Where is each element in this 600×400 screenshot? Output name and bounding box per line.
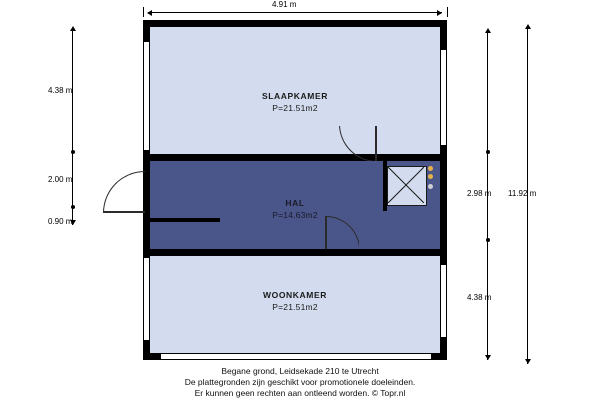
door-entry-leaf xyxy=(103,211,145,213)
room-hal-name: HAL xyxy=(285,198,305,208)
window-right-lower xyxy=(440,265,447,337)
left-dimension-label-2: 2.00 m xyxy=(48,175,73,184)
room-slaapkamer-area: P=21.51m2 xyxy=(272,103,318,113)
room-woonkamer-label xyxy=(150,289,440,313)
room-slaapkamer-name: SLAAPKAMER xyxy=(262,91,328,101)
hal-stub-bar xyxy=(143,218,220,222)
window-bottom xyxy=(161,353,431,360)
right-inner-label-2: 4.38 m xyxy=(467,293,492,302)
left-dim-arrow-top xyxy=(70,26,76,31)
hal-right-marks xyxy=(427,166,435,194)
right-inner-arrow-top xyxy=(485,28,491,33)
building-outline xyxy=(143,20,447,360)
window-right-upper xyxy=(440,50,447,145)
door-slaapkamer-arc xyxy=(339,126,377,161)
top-dimension-line xyxy=(148,12,442,13)
left-dimension-line xyxy=(72,28,73,225)
door-entry xyxy=(103,171,145,213)
partition-wall-lower xyxy=(150,249,440,256)
right-inner-dot-a xyxy=(486,150,490,154)
door-slaapkamer xyxy=(339,126,377,161)
right-inner-dot-b xyxy=(486,238,490,242)
top-dimension-arrow-left xyxy=(147,10,152,16)
top-dimension-label: 4.91 m xyxy=(272,0,297,9)
left-dim-dot-b xyxy=(71,205,75,209)
partition-wall-upper xyxy=(150,154,440,161)
caption-line-1: Begane grond, Leidsekade 210 te Utrecht xyxy=(221,366,379,376)
top-dimension-arrow-right xyxy=(437,10,442,16)
left-dim-dot-a xyxy=(71,150,75,154)
caption-line-2: De plattegronden zijn geschikt voor promotionele doeleinden. xyxy=(184,377,416,387)
door-woonkamer-leaf xyxy=(325,216,327,250)
room-woonkamer-name: WOONKAMER xyxy=(263,290,327,300)
door-entry-arc xyxy=(103,171,145,213)
door-woonkamer xyxy=(325,216,359,250)
top-dimension-tick-right xyxy=(447,7,448,17)
left-dimension-label-3: 0.90 m xyxy=(48,217,73,226)
right-total-arrow-bottom xyxy=(525,359,531,364)
top-dimension-tick-left xyxy=(143,7,144,17)
right-inner-arrow-bottom xyxy=(485,355,491,360)
door-woonkamer-arc xyxy=(325,216,359,250)
room-woonkamer-area: P=21.51m2 xyxy=(272,302,318,312)
room-slaapkamer-label xyxy=(150,90,440,114)
window-left-upper xyxy=(143,42,150,150)
left-dimension-label-1: 4.38 m xyxy=(48,86,73,95)
room-hal-area: P=14.63m2 xyxy=(272,210,318,220)
right-total-label: 11.92 m xyxy=(508,189,537,198)
right-inner-label-1: 2.98 m xyxy=(467,189,492,198)
caption-line-3: Er kunnen geen rechten aan ontleend worden. © Topr.nl xyxy=(194,388,406,398)
right-total-arrow-top xyxy=(525,24,531,29)
hal-shaft-fixture xyxy=(387,166,427,206)
door-slaapkamer-leaf xyxy=(375,126,377,161)
wall-top xyxy=(143,20,447,27)
caption xyxy=(0,366,600,399)
window-left-lower xyxy=(143,258,150,340)
